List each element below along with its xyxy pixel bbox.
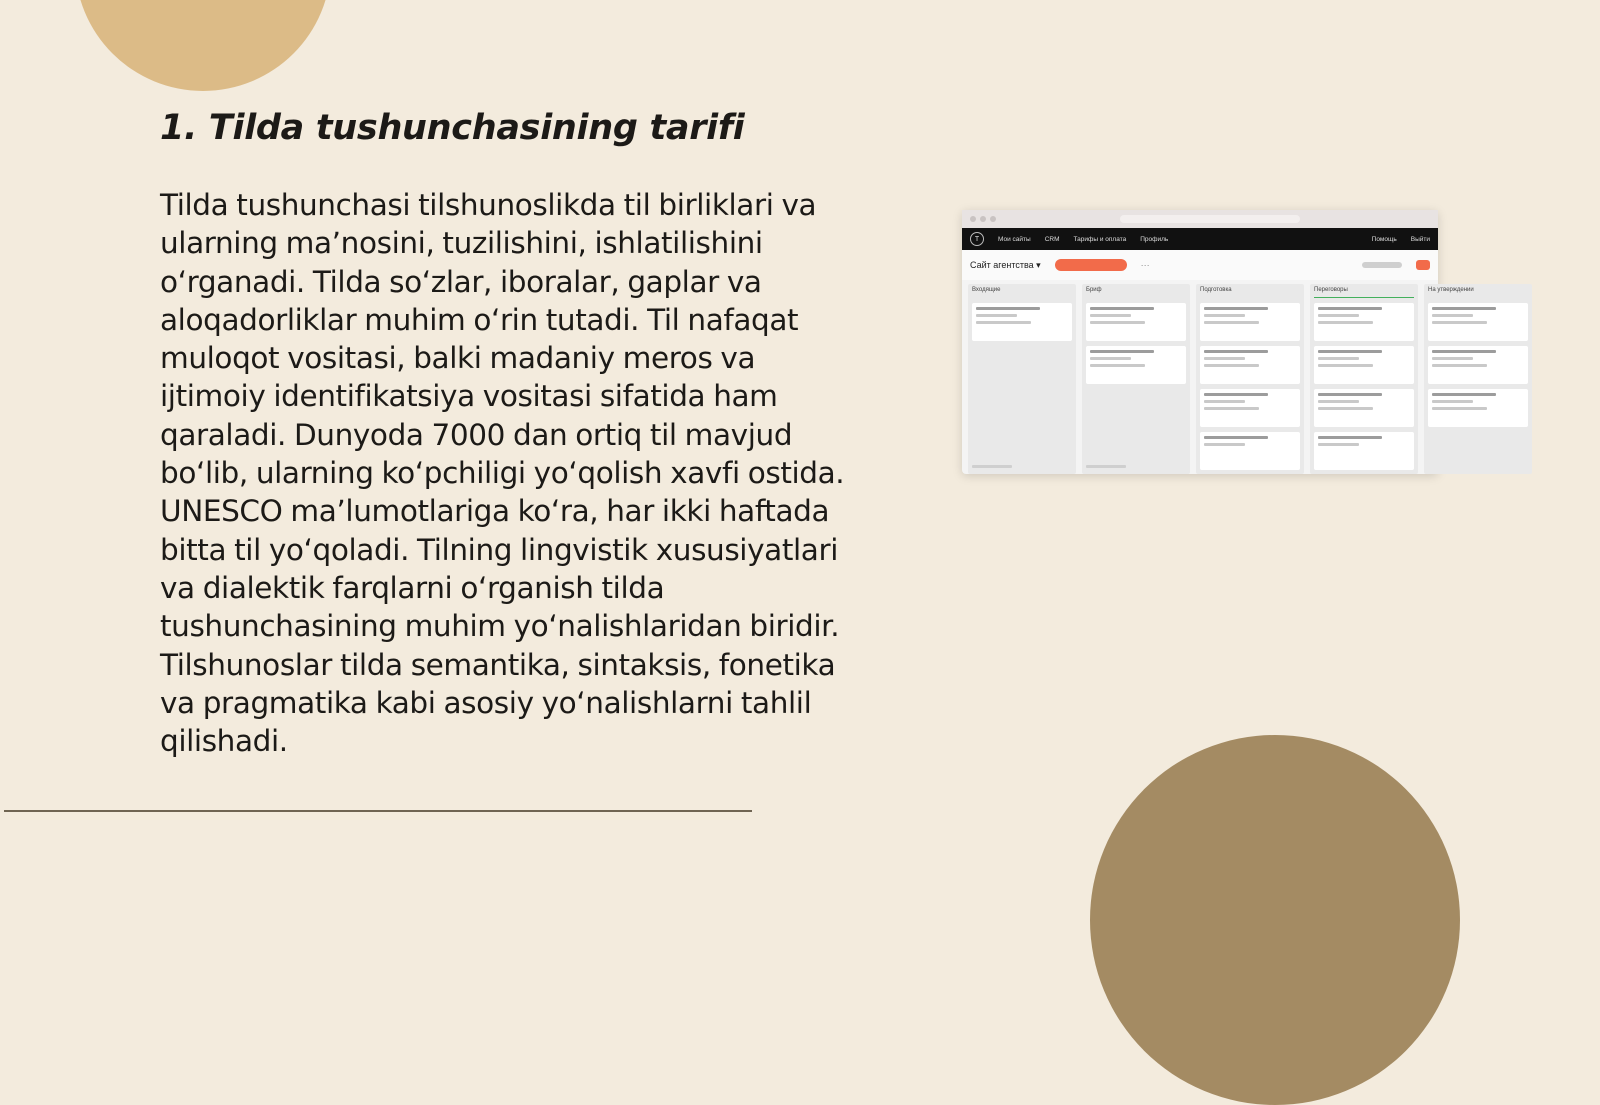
column-header: Бриф xyxy=(1086,287,1102,293)
nav-item: Тарифы и оплата xyxy=(1073,235,1127,243)
kanban-column xyxy=(1424,284,1532,474)
embedded-crm-screenshot xyxy=(962,210,1474,474)
window-dot xyxy=(970,216,976,222)
kanban-card xyxy=(1428,346,1528,384)
column-header: Переговоры xyxy=(1314,287,1414,298)
window-dot xyxy=(980,216,986,222)
nav-item: Мои сайты xyxy=(998,235,1031,243)
column-footer xyxy=(972,465,1012,468)
kanban-board xyxy=(962,280,1474,478)
screenshot-toolbar xyxy=(962,250,1438,280)
kanban-column xyxy=(1310,284,1418,474)
nav-item: Выйти xyxy=(1410,235,1430,243)
kanban-card xyxy=(1428,303,1528,341)
decorative-circle-top xyxy=(75,0,331,91)
orange-pill-button xyxy=(1055,259,1127,271)
nav-item: Профиль xyxy=(1140,235,1169,243)
address-bar xyxy=(1120,215,1300,223)
window-dot xyxy=(990,216,996,222)
kanban-card xyxy=(1200,346,1300,384)
add-button xyxy=(1416,260,1430,270)
filter-placeholder xyxy=(1362,262,1402,268)
slide-body-text: Tilda tushunchasi tilshunoslikda til birliklari va ularning ma’nosini, tuzilishini, ishlatilishini o‘rganadi. Tilda so‘zlar, iboralar, gaplar va aloqadorliklar muhim o‘rin tutadi. Til nafaqat muloqot vositasi, balki madaniy meros va ijtimoiy identifikatsiya vositasi sifatida ham qaraladi. Dunyoda 7000 dan ortiq til mavjud bo‘lib, ularning ko‘pchiligi yo‘qolish xavfi ostida. UNESCO ma’lumotlariga ko‘ra, har ikki haftada bitta til yo‘qoladi. Tilning lingvistik xususiyatlari va dialektik farqlarni o‘rganish tilda tushunchasining muhim yo‘nalishlaridan biridir. Tilshunoslar tilda semantika, sintaksis, fonetika va pragmatika kabi asosiy yo‘nalishlarni tahlil qilishadi. xyxy=(160,188,845,759)
kanban-card xyxy=(1200,389,1300,427)
kanban-column xyxy=(1082,284,1190,474)
kanban-card xyxy=(1314,432,1414,470)
slide-heading: 1. Tilda tushunchasining tarifi xyxy=(160,108,745,148)
browser-chrome xyxy=(962,210,1438,228)
kanban-card xyxy=(1314,303,1414,341)
screenshot-navbar xyxy=(962,228,1438,250)
kanban-card xyxy=(1086,303,1186,341)
project-title: Сайт агентства ▾ xyxy=(970,259,1041,270)
divider-line xyxy=(4,810,752,812)
decorative-circle-bottom xyxy=(1090,735,1460,1105)
column-footer xyxy=(1086,465,1126,468)
kanban-card xyxy=(1314,346,1414,384)
kanban-card xyxy=(1200,303,1300,341)
kanban-card xyxy=(1314,389,1414,427)
column-header: Подготовка xyxy=(1200,287,1232,293)
kanban-card xyxy=(1086,346,1186,384)
kanban-card xyxy=(1200,432,1300,470)
nav-item: Помощь xyxy=(1371,235,1397,243)
logo-icon: T xyxy=(970,232,984,246)
kanban-card xyxy=(1428,389,1528,427)
more-icon: ··· xyxy=(1140,260,1150,270)
column-header: На утверждении xyxy=(1428,287,1474,293)
kanban-column xyxy=(1196,284,1304,474)
kanban-card xyxy=(972,303,1072,341)
kanban-column xyxy=(968,284,1076,474)
column-header: Входящие xyxy=(972,287,1001,293)
nav-item: CRM xyxy=(1044,235,1060,243)
